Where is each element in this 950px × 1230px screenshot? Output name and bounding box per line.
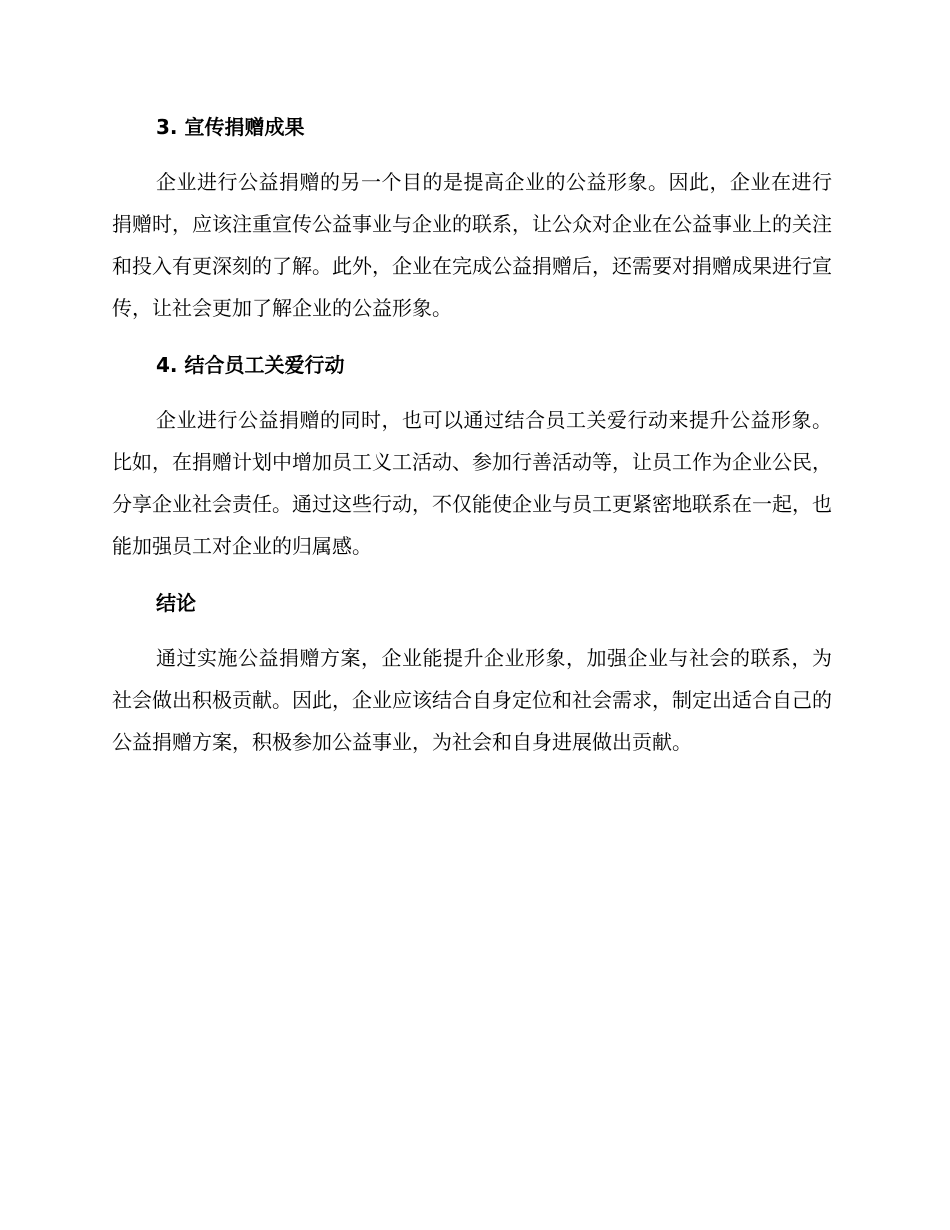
section-paragraph-publicize-results: 企业进行公益捐赠的另一个目的是提高企业的公益形象。因此，企业在进行捐赠时，应该注重宣传公益事业与企业的联系，让公众对企业在公益事业上的关注和投入有更深刻的了解。此外，企业在完成公益捐赠后，还需要对捐赠成果进行宣传，让社会更加了解企业的公益形象。 xyxy=(112,170,832,320)
section-heading-publicize-results: 3. 宣传捐赠成果 xyxy=(156,115,305,139)
document-body xyxy=(112,111,832,763)
section-heading-employee-care: 4. 结合员工关爱行动 xyxy=(156,353,345,377)
section-paragraph-employee-care: 企业进行公益捐赠的同时，也可以通过结合员工关爱行动来提升公益形象。比如，在捐赠计划中增加员工义工活动、参加行善活动等，让员工作为企业公民，分享企业社会责任。通过这些行动，不仅能使企业与员工更紧密地联系在一起，也能加强员工对企业的归属感。 xyxy=(112,408,832,558)
section-heading-conclusion: 结论 xyxy=(156,591,196,615)
section-paragraph-conclusion: 通过实施公益捐赠方案，企业能提升企业形象，加强企业与社会的联系，为社会做出积极贡献。因此，企业应该结合自身定位和社会需求，制定出适合自己的公益捐赠方案，积极参加公益事业，为社会和自身进展做出贡献。 xyxy=(112,646,832,754)
